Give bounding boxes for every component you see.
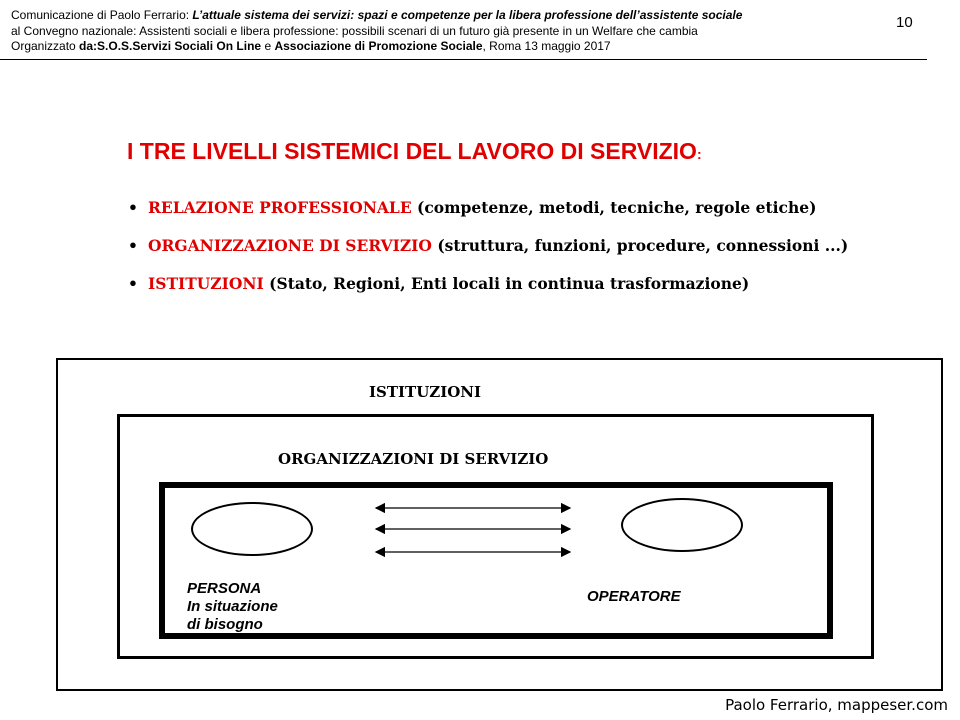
header-divider <box>0 59 927 60</box>
bullet-text: (struttura, funzioni, procedure, connessioni ...) <box>431 236 849 255</box>
header-line-3 <box>11 39 891 55</box>
bullet-item <box>128 198 848 236</box>
header-org-2: Associazione di Promozione Sociale <box>274 39 483 53</box>
header-org-1: da:S.O.S.Servizi Sociali On Line <box>79 39 262 53</box>
persona-line: di bisogno <box>187 616 263 633</box>
bullet-key: RELAZIONE PROFESSIONALE <box>148 198 412 217</box>
bullet-dot: • <box>128 274 138 293</box>
bullet-item <box>128 236 848 274</box>
persona-ellipse <box>191 502 313 556</box>
header-author: Comunicazione di Paolo Ferrario: <box>11 8 193 22</box>
operatore-label: OPERATORE <box>587 588 681 605</box>
header-organized: Organizzato <box>11 39 80 53</box>
bullet-list <box>128 198 848 312</box>
bullet-dot: • <box>128 236 138 255</box>
operatore-ellipse <box>621 498 743 552</box>
bullet-text: (Stato, Regioni, Enti locali in continua trasformazione) <box>263 274 750 293</box>
page-number: 10 <box>896 14 913 31</box>
footer-credit: Paolo Ferrario, mappeser.com <box>725 696 948 714</box>
bullet-dot: • <box>128 198 138 217</box>
slide-header <box>11 8 891 55</box>
header-and: e <box>261 39 275 53</box>
bullet-text: (competenze, metodi, tecniche, regole etiche) <box>411 198 817 217</box>
double-arrows <box>374 498 574 558</box>
bullet-key: ORGANIZZAZIONE DI SERVIZIO <box>148 236 432 255</box>
bullet-key: ISTITUZIONI <box>148 274 264 293</box>
header-line-2: al Convegno nazionale: Assistenti sociali e libera professione: possibili scenari di un futuro già presente in un Welfare che cambia <box>11 23 698 38</box>
slide-title-text: I TRE LIVELLI SISTEMICI DEL LAVORO DI SERVIZIO <box>127 138 697 164</box>
istituzioni-label: ISTITUZIONI <box>369 383 482 401</box>
header-date: , Roma 13 maggio 2017 <box>482 39 611 53</box>
persona-line: In situazione <box>187 598 278 615</box>
header-talk-title: L’attuale sistema dei servizi: spazi e competenze per la libera professione dell’assistente sociale <box>192 8 743 22</box>
bullet-item <box>128 274 848 312</box>
organizzazioni-label: ORGANIZZAZIONI DI SERVIZIO <box>278 450 549 468</box>
slide-title <box>127 138 702 165</box>
persona-label <box>187 580 278 634</box>
slide-title-colon: : <box>696 146 702 162</box>
header-line-1 <box>11 8 891 24</box>
persona-line: PERSONA <box>187 580 262 597</box>
